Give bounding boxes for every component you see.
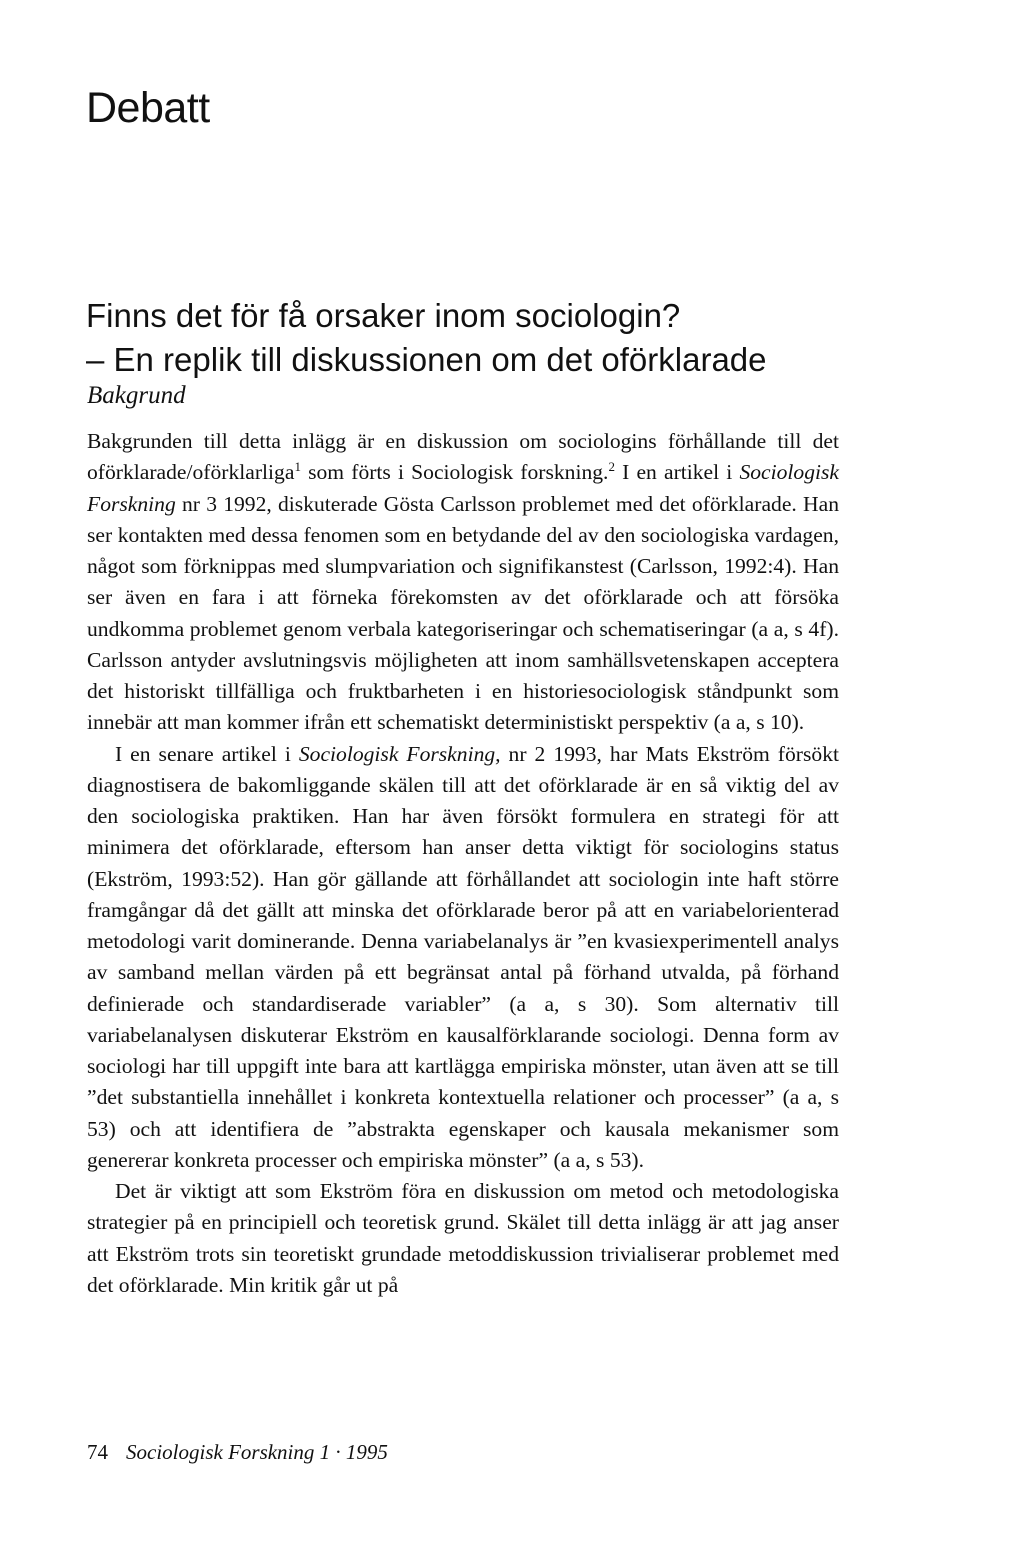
article-title <box>86 294 946 382</box>
article-title-line-1: Finns det för få orsaker inom sociologin? <box>86 297 681 334</box>
journal-name: Sociologisk Forskning, <box>298 741 501 766</box>
paragraph-3: Det är viktigt att som Ekström föra en diskussion om metod och metodologiska strategier på en principiell och teoretisk grund. Skälet till detta inlägg är att jag anser att Ekström trots sin teoretiskt grundade metoddiskussion trivialiserar problemet med det oförklarade. Min kritik går ut på <box>87 1179 839 1297</box>
section-subheading: Bakgrund <box>87 382 186 409</box>
paragraph-1-text-b: som förts i Sociologisk forskning. <box>300 460 609 485</box>
page-number: 74 <box>87 1440 108 1464</box>
paragraph-1 <box>87 426 839 739</box>
paragraph-1-text-c: I en artikel i <box>614 460 740 485</box>
paragraph-1-text-a: Bakgrunden till detta inlägg är en diskussion om sociologins förhållande till det oförklarade/oförklarliga <box>87 429 839 485</box>
article-body <box>87 426 839 1301</box>
footnote-marker-1: 1 <box>294 459 301 475</box>
footnote-marker-2: 2 <box>608 459 615 475</box>
page-footer <box>87 1440 388 1465</box>
footer-journal: Sociologisk Forskning 1 · 1995 <box>126 1440 388 1464</box>
paragraph-1-text-d: nr 3 1992, diskuterade Gösta Carlsson problemet med det oförklarade. Han ser kontakten med dessa fenomen som en betydande del av den sociologiska vardagen, något som förknippas med slumpvariation och signifikanstest (Carlsson, 1992:4). Han ser även en fara i att förneka förekomsten av det oförklarade och att försöka undkomma problemet genom verbala kategoriseringar och schematiseringar (a a, s 4f). Carlsson antyder avslutningsvis möjligheten att inom samhällsvetenskapen acceptera det historiskt tillfälliga och fruktbarheten i en historiesociologisk ståndpunkt som innebär att man kommer ifrån ett schematiskt deterministiskt perspektiv (a a, s 10). <box>87 491 839 735</box>
section-label: Debatt <box>86 84 210 132</box>
paragraph-2 <box>87 739 839 1177</box>
article-title-line-2: – En replik till diskussionen om det oförklarade <box>86 341 767 378</box>
paragraph-2-text-b: nr 2 1993, har Mats Ekström försökt diagnostisera de bakomliggande skälen till att det oförklarade är en så viktig del av den sociologiska praktiken. Han har även försökt formulera en strategi för att minimera det oförklarade, eftersom han anser detta viktigt för sociologins status (Ekström, 1993:52). Han gör gällande att förhållandet att sociologin inte haft större framgångar då det gällt att minska det oförklarade beror på att en variabelorienterad metodologi varit dominerande. Denna variabelanalys är ”en kvasiexperimentell analys av samband mellan värden på ett begränsat antal på förhand utvalda, på förhand definierade och standardiserade variabler” (a a, s 30). Som alternativ till variabelanalysen diskuterar Ekström en kausalförklarande sociologi. Denna form av sociologi har till uppgift inte bara att kartlägga empiriska mönster, utan även att se till ”det substantiella innehållet i konkreta kontextuella relationer och processer” (a a, s 53) och att identifiera de ”abstrakta egenskaper och kausala mekanismer som genererar konkreta processer och empiriska mönster” (a a, s 53). <box>87 741 839 1172</box>
paragraph-2-text-a: I en senare artikel i <box>115 741 299 766</box>
journal-name: Sociologisk Forskning <box>87 460 840 516</box>
